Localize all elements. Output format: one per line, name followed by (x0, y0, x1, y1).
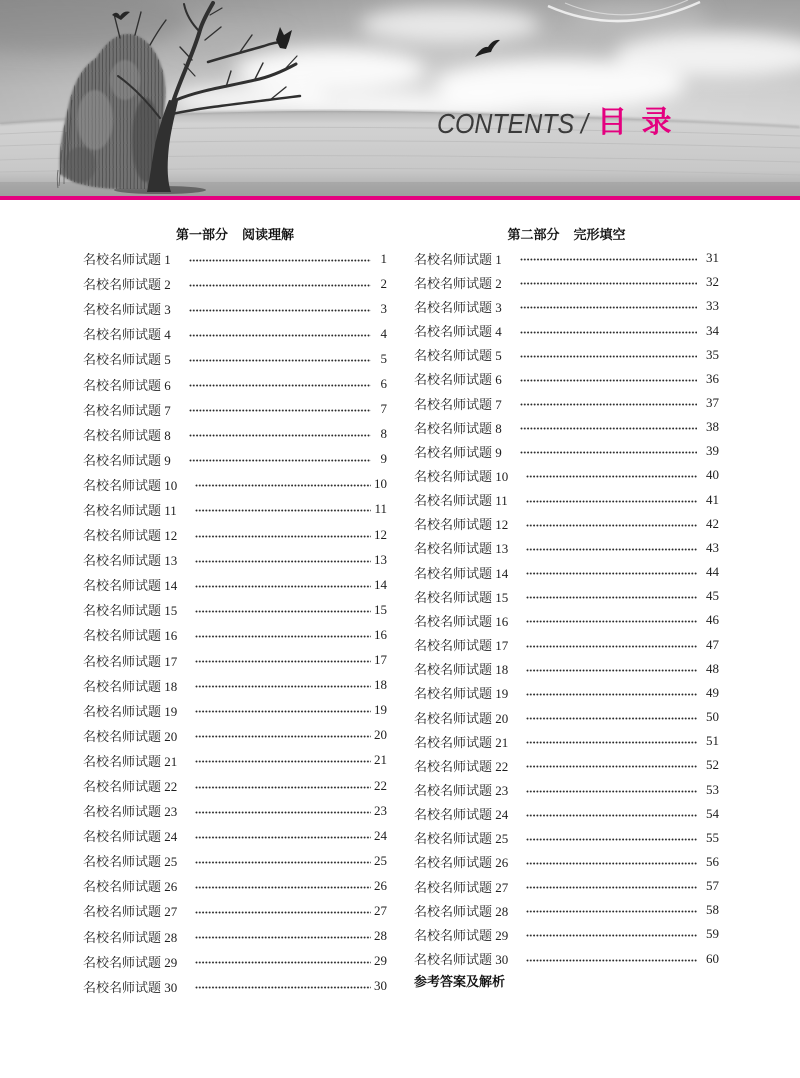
dot-leader (520, 379, 697, 382)
entry-title: 名校名师试题 28 (83, 929, 178, 945)
dot-leader (526, 910, 697, 913)
entry-title: 名校名师试题 14 (414, 565, 509, 581)
page-number: 30 (374, 978, 387, 994)
page-number: 54 (706, 805, 719, 821)
entry-title: 名校名师试题 16 (414, 613, 509, 629)
entry-title: 名校名师试题 17 (83, 653, 178, 669)
toc-entry (83, 924, 387, 949)
entry-title: 名校名师试题 2 (414, 275, 502, 291)
page-number: 31 (706, 250, 719, 266)
toc-entry (414, 536, 719, 560)
dot-leader (189, 284, 371, 287)
entry-title: 名校名师试题 25 (414, 831, 509, 847)
dot-leader (520, 258, 697, 261)
dot-leader (526, 548, 697, 551)
page-number: 9 (380, 451, 387, 467)
entry-title: 名校名师试题 11 (414, 493, 508, 509)
dot-leader (195, 836, 371, 839)
page-number: 44 (706, 564, 719, 580)
toc-entry (414, 729, 719, 753)
section-number: 第一部分 (175, 228, 228, 243)
toc-entry (83, 698, 387, 723)
dot-leader (520, 427, 697, 430)
page-number: 3 (380, 300, 387, 316)
toc-entry (83, 898, 387, 923)
dot-leader (189, 459, 371, 462)
page-number: 56 (706, 853, 719, 869)
dot-leader (526, 717, 697, 720)
page-number: 17 (374, 652, 387, 668)
page-number: 34 (706, 322, 719, 338)
toc-entry (83, 321, 387, 346)
entry-title: 名校名师试题 30 (83, 979, 178, 995)
entry-title: 名校名师试题 13 (414, 541, 509, 557)
entry-title: 名校名师试题 4 (83, 327, 171, 343)
entry-title: 名校名师试题 2 (83, 277, 171, 293)
dot-leader (195, 535, 371, 538)
dot-leader (526, 596, 697, 599)
dot-leader (526, 790, 697, 793)
dot-leader (195, 760, 371, 763)
toc-entry (83, 472, 387, 497)
page-number: 22 (374, 777, 387, 793)
toc-entry (83, 447, 387, 472)
page-number: 25 (374, 852, 387, 868)
page-number: 39 (706, 443, 719, 459)
toc-entry (414, 463, 719, 487)
page-number: 42 (706, 515, 719, 531)
toc-entry (83, 547, 387, 572)
dot-leader (195, 861, 371, 864)
toc-entry (83, 296, 387, 321)
entry-title: 名校名师试题 14 (83, 578, 178, 594)
toc-list-part2 (414, 246, 719, 971)
toc-entry (414, 246, 719, 270)
section-title-part2 (414, 226, 719, 246)
entry-title: 名校名师试题 10 (83, 477, 178, 493)
dot-leader (195, 635, 371, 638)
toc-entry (83, 648, 387, 673)
entry-title: 名校名师试题 16 (83, 628, 178, 644)
entry-title: 名校名师试题 10 (414, 468, 509, 484)
dot-leader (189, 334, 371, 337)
entry-title: 名校名师试题 23 (414, 783, 509, 799)
dot-leader (189, 434, 371, 437)
page-number: 40 (706, 467, 719, 483)
toc-entry (83, 271, 387, 296)
entry-title: 名校名师试题 25 (83, 854, 178, 870)
entry-title: 名校名师试题 20 (83, 728, 178, 744)
entry-title: 名校名师试题 8 (83, 427, 171, 443)
toc-entry (83, 949, 387, 974)
toc-entry (83, 346, 387, 371)
toc-entry (83, 873, 387, 898)
page-number: 55 (706, 829, 719, 845)
toc-entry (83, 798, 387, 823)
page-number: 4 (380, 325, 387, 341)
page-number: 38 (706, 419, 719, 435)
page-number: 46 (706, 612, 719, 628)
toc-entry (83, 497, 387, 522)
toc-entry (414, 633, 719, 657)
dot-leader (526, 524, 697, 527)
page-number: 28 (374, 928, 387, 944)
page-number: 20 (374, 727, 387, 743)
dot-leader (195, 735, 371, 738)
page-number: 2 (380, 275, 387, 291)
entry-title: 名校名师试题 26 (83, 879, 178, 895)
page-number: 1 (380, 250, 387, 266)
page-number: 19 (374, 702, 387, 718)
page-number: 49 (706, 684, 719, 700)
dot-leader (526, 693, 697, 696)
page-number: 32 (706, 274, 719, 290)
page-number: 29 (374, 953, 387, 969)
toc-entry (414, 826, 719, 850)
entry-title: 名校名师试题 22 (83, 779, 178, 795)
dot-leader (526, 886, 697, 889)
toc-entry (414, 753, 719, 777)
entry-title: 名校名师试题 12 (414, 517, 509, 533)
dot-leader (195, 660, 371, 663)
dot-leader (195, 560, 371, 563)
toc-entry (83, 397, 387, 422)
page-number: 8 (380, 426, 387, 442)
header-divider (0, 196, 800, 200)
toc-entry (414, 584, 719, 608)
dot-leader (195, 610, 371, 613)
dot-leader (189, 259, 371, 262)
dot-leader (520, 403, 697, 406)
page-number: 36 (706, 370, 719, 386)
entry-title: 名校名师试题 21 (83, 753, 178, 769)
dot-leader (526, 645, 697, 648)
page-number: 23 (374, 802, 387, 818)
dot-leader (189, 309, 371, 312)
page-number: 6 (380, 376, 387, 392)
dot-leader (526, 500, 697, 503)
contents-title-en: CONTENTS / (437, 108, 588, 139)
entry-title: 名校名师试题 29 (414, 927, 509, 943)
dot-leader (195, 911, 371, 914)
entry-title: 名校名师试题 15 (83, 603, 178, 619)
page-number: 33 (706, 298, 719, 314)
toc-entry (414, 391, 719, 415)
entry-title: 名校名师试题 8 (414, 420, 502, 436)
entry-title: 名校名师试题 11 (83, 502, 177, 518)
entry-title: 名校名师试题 13 (83, 553, 178, 569)
section-title-part1 (83, 226, 387, 246)
page-number: 7 (380, 401, 387, 417)
toc-entry (414, 657, 719, 681)
toc-entry (414, 439, 719, 463)
entry-title: 名校名师试题 24 (83, 829, 178, 845)
toc-entry (414, 488, 719, 512)
toc-entry (83, 422, 387, 447)
page-number: 5 (380, 350, 387, 366)
dot-leader (195, 811, 371, 814)
entry-title: 名校名师试题 6 (83, 377, 171, 393)
page-number: 18 (374, 677, 387, 693)
entry-title: 名校名师试题 23 (83, 804, 178, 820)
toc-entry (414, 922, 719, 946)
dot-leader (195, 786, 371, 789)
page-number: 43 (706, 539, 719, 555)
toc-entry (83, 773, 387, 798)
toc-entry (414, 560, 719, 584)
toc-entry (83, 246, 387, 271)
entry-title: 名校名师试题 12 (83, 528, 178, 544)
page-number: 51 (706, 733, 719, 749)
page-number: 47 (706, 636, 719, 652)
toc-list-part1 (83, 246, 387, 999)
entry-title: 名校名师试题 18 (414, 662, 509, 678)
banner-illustration (0, 0, 800, 196)
entry-title: 名校名师试题 9 (83, 452, 171, 468)
toc-entry (414, 415, 719, 439)
toc-entry (414, 898, 719, 922)
dot-leader (195, 585, 371, 588)
dot-leader (526, 620, 697, 623)
entry-title: 名校名师试题 1 (414, 251, 502, 267)
page-number: 52 (706, 757, 719, 773)
section-name: 完形填空 (573, 228, 626, 243)
dot-leader (520, 451, 697, 454)
entry-title: 名校名师试题 19 (414, 686, 509, 702)
dot-leader (195, 710, 371, 713)
dot-leader (526, 475, 697, 478)
dot-leader (526, 765, 697, 768)
dot-leader (526, 838, 697, 841)
page-number: 59 (706, 926, 719, 942)
toc-entry (83, 622, 387, 647)
dot-leader (195, 484, 371, 487)
entry-title: 名校名师试题 6 (414, 372, 502, 388)
page-number: 24 (374, 827, 387, 843)
toc-entry (414, 681, 719, 705)
toc-entry (414, 270, 719, 294)
dot-leader (520, 282, 697, 285)
dot-leader (520, 355, 697, 358)
page-number: 41 (706, 491, 719, 507)
page-number: 13 (374, 551, 387, 567)
dot-leader (195, 986, 371, 989)
entry-title: 名校名师试题 28 (414, 903, 509, 919)
dot-leader (526, 669, 697, 672)
entry-title: 名校名师试题 29 (83, 954, 178, 970)
page-number: 53 (706, 781, 719, 797)
dot-leader (526, 814, 697, 817)
toc-entry (414, 705, 719, 729)
toc-entry (414, 874, 719, 898)
dot-leader (195, 509, 371, 512)
toc-entry (83, 673, 387, 698)
dot-leader (195, 685, 371, 688)
toc-entry (83, 572, 387, 597)
page-number: 27 (374, 902, 387, 918)
dot-leader (189, 384, 371, 387)
section-name: 阅读理解 (242, 228, 295, 243)
page-number: 15 (374, 601, 387, 617)
toc-entry (83, 597, 387, 622)
dot-leader (189, 359, 371, 362)
page-number: 10 (374, 476, 387, 492)
dot-leader (195, 886, 371, 889)
entry-title: 名校名师试题 17 (414, 638, 509, 654)
page-number: 48 (706, 660, 719, 676)
entry-title: 名校名师试题 22 (414, 758, 509, 774)
toc-entry (83, 974, 387, 999)
toc-entry (414, 947, 719, 971)
entry-title: 名校名师试题 27 (414, 879, 509, 895)
page-number: 26 (374, 877, 387, 893)
toc-entry (414, 367, 719, 391)
entry-title: 名校名师试题 27 (83, 904, 178, 920)
toc-entry (83, 522, 387, 547)
dot-leader (520, 331, 697, 334)
dot-leader (195, 961, 371, 964)
page-number: 14 (374, 576, 387, 592)
entry-title: 名校名师试题 9 (414, 444, 502, 460)
toc-entry (83, 823, 387, 848)
toc-column-part2 (414, 226, 719, 995)
toc-entry (414, 343, 719, 367)
entry-title: 名校名师试题 20 (414, 710, 509, 726)
page-number: 35 (706, 346, 719, 362)
entry-title: 名校名师试题 5 (414, 348, 502, 364)
dot-leader (189, 409, 371, 412)
toc-entry (83, 848, 387, 873)
dot-leader (526, 959, 697, 962)
dot-leader (526, 741, 697, 744)
entry-title: 名校名师试题 3 (414, 299, 502, 315)
toc-entry (414, 777, 719, 801)
dot-leader (520, 306, 697, 309)
toc-entry (83, 748, 387, 773)
entry-title: 名校名师试题 26 (414, 855, 509, 871)
dot-leader (526, 572, 697, 575)
entry-title: 名校名师试题 1 (83, 252, 171, 268)
entry-title: 名校名师试题 5 (83, 352, 171, 368)
page-number: 45 (706, 588, 719, 604)
page-number: 50 (706, 709, 719, 725)
toc-column-part1 (83, 226, 387, 999)
entry-title: 名校名师试题 30 (414, 952, 509, 968)
answer-key-entry: 参考答案及解析 (414, 974, 506, 990)
toc-entry (83, 723, 387, 748)
entry-title: 名校名师试题 24 (414, 807, 509, 823)
toc-entry (414, 802, 719, 826)
entry-title: 名校名师试题 3 (83, 302, 171, 318)
page-number: 57 (706, 878, 719, 894)
entry-title: 名校名师试题 4 (414, 324, 502, 340)
toc-entry (414, 294, 719, 318)
entry-title: 名校名师试题 7 (83, 402, 171, 418)
toc-entry (414, 608, 719, 632)
page-number: 58 (706, 902, 719, 918)
dot-leader (526, 934, 697, 937)
page-number: 11 (374, 501, 387, 517)
page-number: 60 (706, 950, 719, 966)
page-number: 37 (706, 395, 719, 411)
entry-title: 名校名师试题 18 (83, 678, 178, 694)
dot-leader (195, 936, 371, 939)
toc-entry (83, 371, 387, 396)
toc-entry (414, 318, 719, 342)
entry-title: 名校名师试题 19 (83, 703, 178, 719)
toc-entry (414, 850, 719, 874)
section-number: 第二部分 (507, 228, 560, 243)
contents-title-zh: 目 录 (597, 105, 674, 140)
page-number: 12 (374, 526, 387, 542)
dot-leader (526, 862, 697, 865)
toc-entry (414, 512, 719, 536)
page-number: 16 (374, 626, 387, 642)
page-number: 21 (374, 752, 387, 768)
entry-title: 名校名师试题 7 (414, 396, 502, 412)
entry-title: 名校名师试题 15 (414, 589, 509, 605)
entry-title: 名校名师试题 21 (414, 734, 509, 750)
